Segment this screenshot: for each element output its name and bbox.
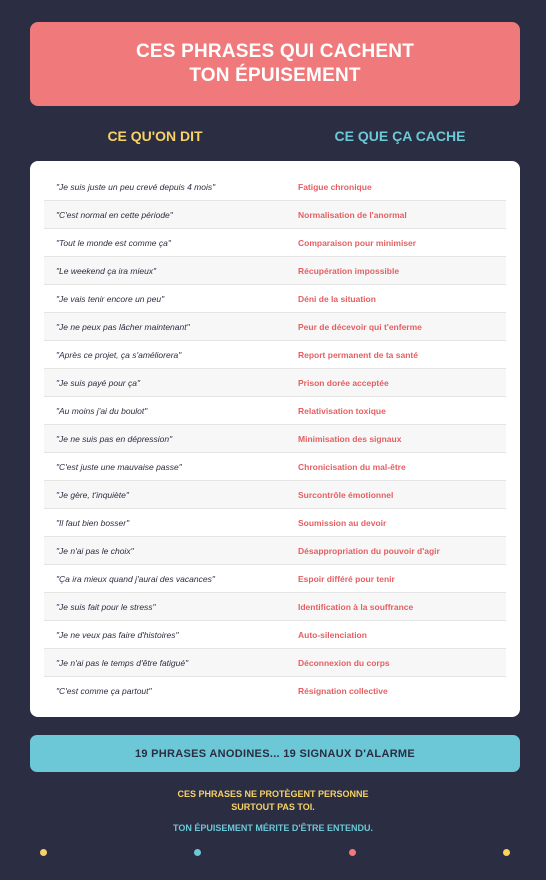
row-meaning: Soumission au devoir [298,517,387,528]
table-row [44,229,506,257]
row-phrase: "Après ce projet, ça s'améliorera" [56,349,182,360]
row-meaning: Relativisation toxique [298,405,386,416]
row-meaning: Chronicisation du mal-être [298,461,406,472]
table-row [44,313,506,341]
column-header-hidden: CE QUE ÇA CACHE [334,128,466,144]
row-phrase: "C'est normal en cette période" [56,209,173,220]
row-phrase: "C'est comme ça partout" [56,685,152,696]
decorative-dot-4 [503,849,510,856]
row-meaning: Désappropriation du pouvoir d'agir [298,545,440,556]
title-line-1: CES PHRASES QUI CACHENT [135,41,415,62]
table-row [44,481,506,509]
title-line-2: TON ÉPUISEMENT [189,65,361,86]
row-meaning: Normalisation de l'anormal [298,209,407,220]
table-row [44,677,506,704]
table-row [44,369,506,397]
table-row [44,593,506,621]
decorative-dot-1 [40,849,47,856]
footer-line-2: SURTOUT PAS TOI. [231,802,315,812]
row-phrase: "Je n'ai pas le choix" [56,545,134,556]
row-meaning: Peur de décevoir qui t'enferme [298,321,422,332]
footer-message [0,788,546,814]
row-meaning: Fatigue chronique [298,181,372,192]
table-row [44,397,506,425]
table-row [44,509,506,537]
row-phrase: "Le weekend ça ira mieux" [56,265,157,276]
footer-line-3: TON ÉPUISEMENT MÉRITE D'ÊTRE ENTENDU. [173,823,373,833]
row-meaning: Récupération impossible [298,265,400,276]
table-row [44,565,506,593]
row-meaning: Surcontrôle émotionnel [298,489,394,500]
row-phrase: "Ça ira mieux quand j'aurai des vacances" [56,573,215,584]
row-phrase: "Je ne veux pas faire d'histoires" [56,629,179,640]
column-header-said: CE QU'ON DIT [107,128,203,144]
row-phrase: "Je ne peux pas lâcher maintenant" [56,321,190,332]
row-meaning: Espoir différé pour tenir [298,573,395,584]
row-meaning: Minimisation des signaux [298,433,402,444]
table-rows [44,173,506,704]
row-meaning: Déconnexion du corps [298,657,390,668]
row-meaning: Report permanent de ta santé [298,349,418,360]
summary-banner: 19 PHRASES ANODINES... 19 SIGNAUX D'ALARME [30,735,520,772]
row-phrase: "Je vais tenir encore un peu" [56,293,165,304]
table-row [44,649,506,677]
table-row [44,621,506,649]
row-phrase: "C'est juste une mauvaise passe" [56,461,182,472]
column-headers [30,128,520,148]
footer-line-1: CES PHRASES NE PROTÈGENT PERSONNE [177,789,369,799]
row-meaning: Déni de la situation [298,293,376,304]
table-row [44,425,506,453]
row-meaning: Comparaison pour minimiser [298,237,417,248]
table-row [44,201,506,229]
table-row [44,173,506,201]
row-phrase: "Je suis payé pour ça" [56,377,140,388]
row-phrase: "Il faut bien bosser" [56,517,130,528]
phrases-table [30,161,520,717]
row-phrase: "Je n'ai pas le temps d'être fatigué" [56,657,189,668]
row-phrase: "Tout le monde est comme ça" [56,237,171,248]
row-phrase: "Au moins j'ai du boulot" [56,405,148,416]
table-row [44,453,506,481]
row-meaning: Identification à la souffrance [298,601,414,612]
row-phrase: "Je suis fait pour le stress" [56,601,156,612]
row-meaning: Auto-silenciation [298,629,367,640]
decorative-dot-3 [349,849,356,856]
row-phrase: "Je suis juste un peu crevé depuis 4 mois" [56,181,216,192]
table-row [44,285,506,313]
row-phrase: "Je gère, t'inquiète" [56,489,129,500]
table-row [44,341,506,369]
decorative-dot-2 [194,849,201,856]
table-row [44,537,506,565]
row-phrase: "Je ne suis pas en dépression" [56,433,173,444]
row-meaning: Résignation collective [298,685,388,696]
row-meaning: Prison dorée acceptée [298,377,389,388]
title-banner [30,22,520,106]
table-row [44,257,506,285]
